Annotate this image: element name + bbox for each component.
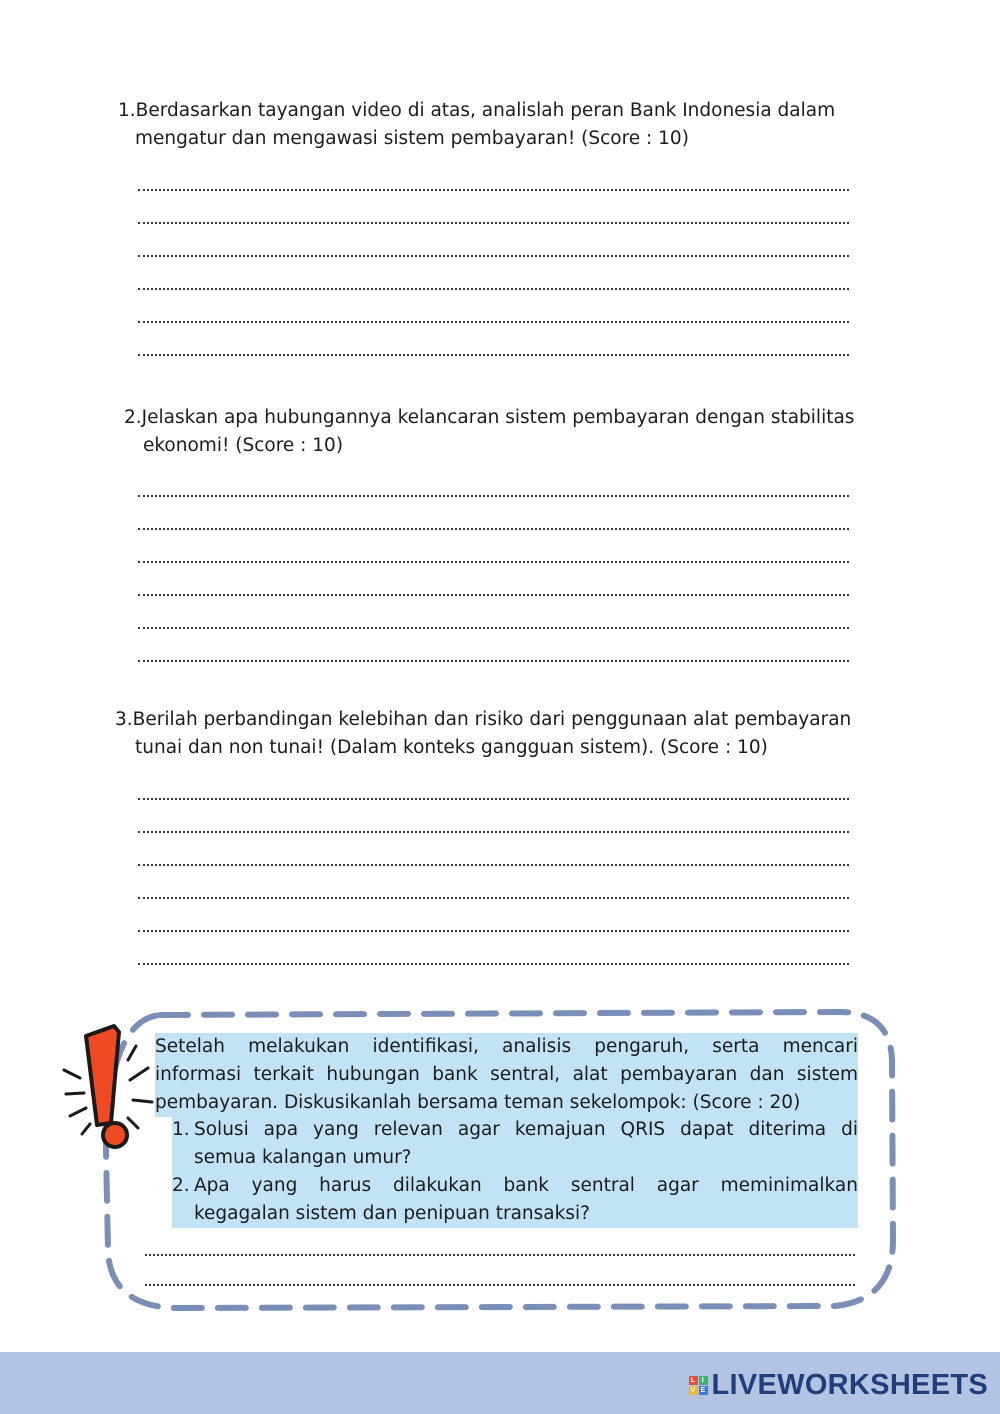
answer-line[interactable] (138, 586, 849, 596)
answer-line[interactable] (138, 520, 849, 530)
liveworksheets-logo-icon: L I V E (689, 1376, 708, 1395)
brand-name: LIVEWORKSHEETS (711, 1369, 988, 1401)
item-number: 2. (172, 1175, 190, 1196)
item-number: 1. (172, 1119, 190, 1140)
footer-bar (0, 1352, 1000, 1414)
question-number: 3. (115, 709, 133, 730)
question-text-line-1: Berilah perbandingan kelebihan dan risiko dari penggunaan alat pembayaran (132, 709, 852, 730)
answer-field-3[interactable] (138, 790, 849, 988)
answer-line[interactable] (138, 619, 849, 629)
answer-line[interactable] (138, 889, 849, 899)
liveworksheets-brand[interactable] (689, 1369, 989, 1402)
discussion-answer-field[interactable] (145, 1246, 855, 1306)
question-text-line-2: ekonomi! (Score : 10) (143, 435, 344, 456)
item-text-line-1: Apa yang harus dilakukan bank sentral agar meminimalkan (194, 1175, 858, 1196)
exclamation-icon (64, 1026, 152, 1147)
answer-line[interactable] (138, 346, 849, 356)
answer-line[interactable] (138, 790, 849, 800)
answer-line[interactable] (138, 922, 849, 932)
question-number: 1. (118, 100, 136, 121)
question-2 (124, 404, 884, 460)
answer-line[interactable] (145, 1276, 855, 1286)
answer-line[interactable] (138, 214, 849, 224)
discussion-item-1 (172, 1116, 858, 1172)
answer-line[interactable] (138, 280, 849, 290)
intro-line-1: Setelah melakukan identifikasi, analisis pengaruh, serta mencari (155, 1036, 858, 1057)
answer-field-1[interactable] (138, 181, 849, 379)
answer-line[interactable] (138, 823, 849, 833)
answer-line[interactable] (138, 652, 849, 662)
intro-line-2: informasi terkait hubungan bank sentral, alat pembayaran dan sistem (155, 1064, 858, 1085)
answer-line[interactable] (138, 181, 849, 191)
question-number: 2. (124, 407, 142, 428)
question-text-line-1: Berdasarkan tayangan video di atas, analislah peran Bank Indonesia dalam (135, 100, 836, 121)
discussion-item-2 (172, 1172, 858, 1228)
question-text-line-2: tunai dan non tunai! (Dalam konteks gangguan sistem). (Score : 10) (135, 737, 768, 758)
answer-line[interactable] (138, 313, 849, 323)
answer-line[interactable] (138, 247, 849, 257)
answer-line[interactable] (138, 856, 849, 866)
answer-line[interactable] (145, 1246, 855, 1256)
question-text-line-2: mengatur dan mengawasi sistem pembayaran! (Score : 10) (135, 128, 689, 149)
answer-field-2[interactable] (138, 487, 849, 685)
item-text-line-1: Solusi apa yang relevan agar kemajuan QRIS dapat diterima di (194, 1119, 858, 1140)
discussion-intro (155, 1033, 858, 1117)
answer-line[interactable] (138, 487, 849, 497)
intro-line-3: pembayaran. Diskusikanlah bersama teman sekelompok: (Score : 20) (155, 1092, 801, 1113)
question-text-line-1: Jelaskan apa hubungannya kelancaran sistem pembayaran dengan stabilitas (141, 407, 855, 428)
item-text-line-2: semua kalangan umur? (194, 1147, 412, 1168)
item-text-line-2: kegagalan sistem dan penipuan transaksi? (194, 1203, 590, 1224)
answer-line[interactable] (138, 553, 849, 563)
answer-line[interactable] (138, 955, 849, 965)
question-1 (118, 97, 878, 153)
question-3 (115, 706, 875, 762)
